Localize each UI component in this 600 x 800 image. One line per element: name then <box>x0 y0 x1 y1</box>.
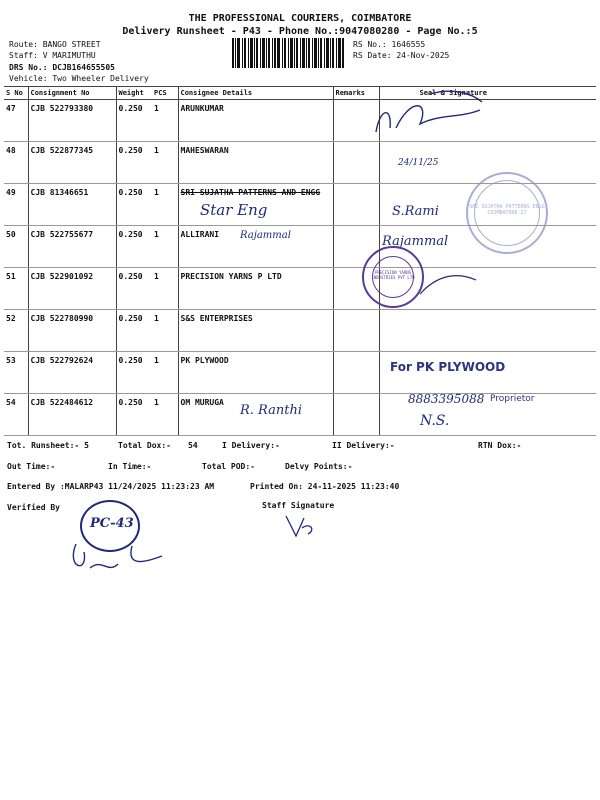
cell-pcs: 1 <box>152 268 178 310</box>
company-stamp-row53: For PK PLYWOOD <box>390 360 506 374</box>
cell-consignment: CJB 522484612 <box>28 394 116 436</box>
out-time: Out Time:- <box>7 462 56 471</box>
table-row <box>4 310 596 352</box>
table-row <box>4 100 596 142</box>
entered-by: Entered By :MALARP43 11/24/2025 11:23:23 AM <box>7 482 215 491</box>
col-header-weight: Weight <box>116 87 152 100</box>
cell-weight: 0.250 <box>116 226 152 268</box>
handwritten-sign-row50: Rajammal <box>382 234 449 249</box>
cell-sno: 53 <box>4 352 28 394</box>
cell-remarks <box>333 394 379 436</box>
staff-label: Staff: V MARIMUTHU <box>9 51 96 60</box>
total-dox-label: Total Dox:- <box>118 441 171 450</box>
total-dox-value: 54 <box>188 441 198 450</box>
cell-signature <box>379 310 596 352</box>
handwritten-sign-row54: R. Ranthi <box>240 403 303 418</box>
cell-consignee: MAHESWARAN <box>178 142 333 184</box>
cell-consignment: CJB 522755677 <box>28 226 116 268</box>
cell-weight: 0.250 <box>116 184 152 226</box>
cell-consignee: ALLIRANI <box>178 226 333 268</box>
cell-consignee: S&S ENTERPRISES <box>178 310 333 352</box>
cell-weight: 0.250 <box>116 100 152 142</box>
ii-delivery: II Delivery:- <box>332 441 395 450</box>
staff-signature-mark <box>282 510 322 540</box>
round-stamp-row49 <box>466 172 548 254</box>
handwritten-sign-row49: S.Rami <box>392 204 439 219</box>
handwritten-phone-row53: 8883395088 <box>408 392 485 406</box>
cell-weight: 0.250 <box>116 352 152 394</box>
cell-consignee: ARUNKUMAR <box>178 100 333 142</box>
cell-weight: 0.250 <box>116 268 152 310</box>
cell-pcs: 1 <box>152 100 178 142</box>
cell-sno: 47 <box>4 100 28 142</box>
cell-consignee: SRI SUJATHA PATTERNS AND ENGG <box>178 184 333 226</box>
handwritten-date-row48: 24/11/25 <box>398 158 439 168</box>
barcode-graphic <box>232 38 344 68</box>
verified-signature <box>62 538 172 578</box>
drs-number: DRS No.: DCJB164655505 <box>9 63 115 72</box>
pc-stamp-text: PC-43 <box>90 516 134 531</box>
printed-on: Printed On: 24-11-2025 11:23:40 <box>250 482 400 491</box>
col-header-seal-signature: Seal & Signature <box>379 87 596 100</box>
cell-pcs: 1 <box>152 142 178 184</box>
signature-row47 <box>370 88 490 148</box>
table-header-row <box>4 87 596 100</box>
cell-consignment: CJB 81346651 <box>28 184 116 226</box>
round-stamp-row51 <box>362 246 424 308</box>
table-row <box>4 268 596 310</box>
cell-pcs: 1 <box>152 352 178 394</box>
total-pod: Total POD:- <box>202 462 255 471</box>
cell-sno: 52 <box>4 310 28 352</box>
runsheet-subtitle: Delivery Runsheet - P43 - Phone No.:9047080280 - Page No.:5 <box>122 26 478 37</box>
rtn-dox: RTN Dox:- <box>478 441 522 450</box>
cell-weight: 0.250 <box>116 142 152 184</box>
verified-by-label: Verified By <box>7 503 60 512</box>
cell-weight: 0.250 <box>116 394 152 436</box>
stamp-text-row49: SRI SUJATHA PATTERNS ENGG COIMBATORE-27 <box>469 204 545 216</box>
handwritten-note-row49: Star Eng <box>200 201 268 219</box>
delvy-points: Delvy Points:- <box>285 462 353 471</box>
cell-remarks <box>333 352 379 394</box>
cell-sno: 51 <box>4 268 28 310</box>
stamp-text-row51: PRECISION YARNS INDUSTRIES PVT LTD <box>371 270 415 280</box>
signature-row51 <box>418 270 478 300</box>
proprietor-label-row53: Proprietor <box>490 394 535 404</box>
col-header-sno: S No <box>4 87 28 100</box>
cell-remarks <box>333 184 379 226</box>
vehicle-label: Vehicle: Two Wheeler Delivery <box>9 74 149 83</box>
cell-pcs: 1 <box>152 394 178 436</box>
cell-sno: 54 <box>4 394 28 436</box>
cell-sno: 48 <box>4 142 28 184</box>
cell-consignee: OM MURUGA <box>178 394 333 436</box>
handwritten-note-row50: Rajammal <box>240 230 291 241</box>
company-title: THE PROFESSIONAL COURIERS, COIMBATORE <box>188 13 412 24</box>
tot-runsheet: Tot. Runsheet:- 5 <box>7 441 89 450</box>
cell-sno: 49 <box>4 184 28 226</box>
cell-pcs: 1 <box>152 310 178 352</box>
cell-consignment: CJB 522793380 <box>28 100 116 142</box>
cell-weight: 0.250 <box>116 310 152 352</box>
col-header-consignment: Consignment No <box>28 87 116 100</box>
cell-remarks <box>333 310 379 352</box>
cell-consignee: PRECISION YARNS P LTD <box>178 268 333 310</box>
table-row <box>4 352 596 394</box>
cell-consignee: PK PLYWOOD <box>178 352 333 394</box>
staff-signature-label: Staff Signature <box>262 501 335 510</box>
route-label: Route: BANGO STREET <box>9 40 101 49</box>
cell-consignment: CJB 522901092 <box>28 268 116 310</box>
cell-pcs: 1 <box>152 226 178 268</box>
col-header-pcs: PCS <box>152 87 178 100</box>
rs-date: RS Date: 24-Nov-2025 <box>353 51 450 60</box>
in-time: In Time:- <box>108 462 152 471</box>
handwritten-initials-row54: N.S. <box>420 413 450 429</box>
cell-sno: 50 <box>4 226 28 268</box>
i-delivery: I Delivery:- <box>222 441 280 450</box>
col-header-remarks: Remarks <box>333 87 379 100</box>
rs-number: RS No.: 1646555 <box>353 40 426 49</box>
cell-consignment: CJB 522792624 <box>28 352 116 394</box>
col-header-consignee: Consignee Details <box>178 87 333 100</box>
runsheet-table <box>4 86 596 436</box>
cell-consignment: CJB 522780990 <box>28 310 116 352</box>
cell-consignment: CJB 522877345 <box>28 142 116 184</box>
cell-pcs: 1 <box>152 184 178 226</box>
